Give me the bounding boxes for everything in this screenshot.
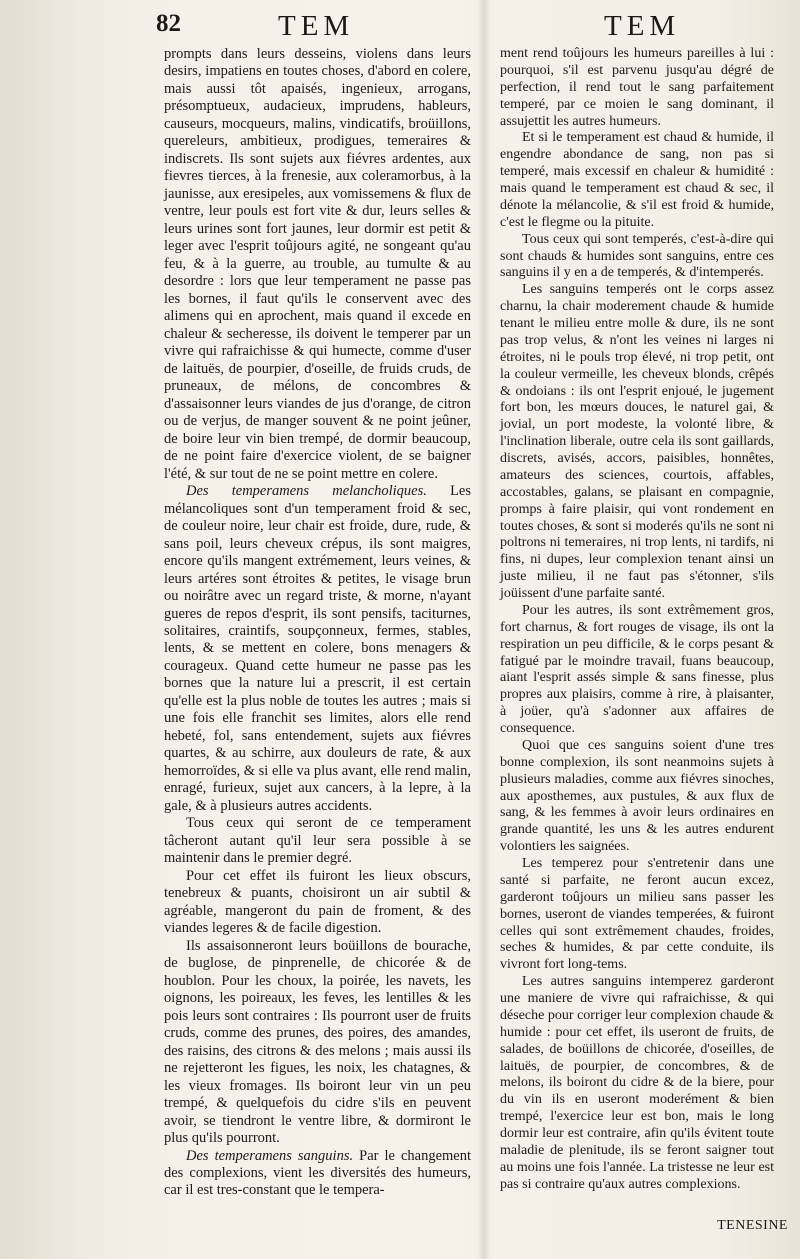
paragraph: ment rend toûjours les humeurs pareilles à lui : pourquoi, s'il est parvenu jusqu'au dégré de perfection, il rend tout le sang parfaitement temperé, par ce moien le sang dominant, il assujettit les autres humeurs.: [500, 46, 774, 129]
section-title-sanguine: Des temperamens sanguins.: [186, 1147, 354, 1164]
paragraph: Quoi que ces sanguins soient d'une tres bonne complexion, ils sont neanmoins sujets à plusieurs maladies, comme aux fiévres sinoches, aux aposthemes, aux pustules, & aux flux de sang, & les femmes à avoir leurs ordinaires en grande quantité, les uns & les autres endurent volontiers les saignées.: [500, 737, 774, 855]
paragraph: Les temperez pour s'entretenir dans une santé si parfaite, ne feront aucun excez, garderont toûjours un milieu sans passer les bornes, useront de viandes temperées, & fuiront celles qui sont extrêmement chaudes, froides, seches & humides, & par cette conduite, ils vivront fort long-tems.: [500, 856, 774, 973]
column-gutter: [478, 0, 490, 1259]
catchword: TENESINE: [717, 1218, 788, 1233]
paragraph: Tous ceux qui sont temperés, c'est-à-dire qui sont chauds & humides sont sanguins, entre ces sanguins il y en a de temperés, & d'intemperés.: [500, 231, 774, 281]
paragraph: Pour cet effet ils fuiront les lieux obscurs, tenebreux & puants, choisiront un air subtil & agréable, mangeront du pain de froment, & des viandes legeres & de facile digestion.: [164, 867, 471, 937]
left-column: [164, 46, 471, 1200]
paragraph-sanguine: [164, 1148, 471, 1200]
page-header: [0, 4, 800, 48]
page-edge-shadow: [0, 0, 150, 1259]
section-title-melancholy: Des temperamens melancholiques.: [186, 483, 427, 500]
paragraph: Les autres sanguins intemperez garderont une maniere de vivre qui rafraichisse, & qui déseche pour corriger leur complexion chaude & humide : pour cet effet, ils useront de fruits, de salades, de boüillons de chicorée, d'oseilles, de laituës, de pourpier, de concombres, & de melons, ils boiront du cidre & de la biere, pour du vin ils en useront moderément & bien trempé, l'exercice leur est bon, mais le long dormir leur est contraire, afin qu'ils évitent toute maladie de plenitude, ils se feront saigner tout au moins une fois l'année. La tristesse ne leur est pas si contraire qu'aux autres complexions.: [500, 974, 774, 1192]
paragraph: Et si le temperament est chaud & humide, il engendre abondance de sang, non pas si temperé, mais excessif en chaleur & humidité : mais quand le temperament est chaud & sec, il dénote la mélancolie, & s'il est froid & humide, c'est le flegme ou la pituite.: [500, 130, 774, 230]
paragraph: Tous ceux qui seront de ce temperament tâcheront autant qu'il leur sera possible à se maintenir dans le premier degré.: [164, 815, 471, 867]
running-head-left: TEM: [278, 10, 355, 42]
paragraph: prompts dans leurs desseins, violens dans leurs desirs, impatiens en toutes choses, d'abord en colere, mais aussi tôt apaisés, ingenieux, arrogans, présomptueux, audacieux, imprudens, hableurs, causeurs, mocqueurs, malins, vindicatifs, broüillons, quereleurs, ambitieux, prodigues, temeraires & indiscrets. Ils sont sujets aux fiévres ardentes, aux fievres tierces, à la frenesie, aux coleramorbus, à la jaunisse, aux eresipeles, aux vomissemens & flux de ventre, leur pouls est fort vite & dur, leurs selles & leurs urines sont fort jaunes, leur dormir est petit & leger avec l'esprit toûjours agité, ne songeant qu'au feu, & à la guerre, au trouble, au tumulte & au desordre : lors que leur temperament ne passe pas les bornes, il faut qu'ils le conservent avec des alimens qui en aprochent, mais quand il excede en chaleur & secheresse, ils doivent le temperer par un vivre qui rafraichisse & qui humecte, comme d'user de laituës, de pourpier, d'oseille, de fruids cruds, de pruneaux, de mélons, de concombres & d'assaisonner leurs viandes de jus d'orange, de citron ou de verjus, de manger souvent & ne point jeûner, de boire leur vin bien trempé, de dormir beaucoup, de ne point faire d'exercice violent, de se baigner l'été, & sur tout de ne se point mettre en colere.: [164, 46, 471, 482]
paragraph-text: Par le changement des complexions, vient les diversités des humeurs, car il est tres-constant que le tempera-: [164, 1147, 472, 1199]
running-head-right: TEM: [604, 10, 681, 42]
right-column: [500, 46, 774, 1194]
paragraph-melancholy: [164, 483, 471, 815]
paragraph: Les sanguins temperés ont le corps assez charnu, la chair moderement chaude & humide tenant le milieu entre molle & dure, ils ne sont pas trop velus, & n'ont les veines ni larges ni étroites, ni le pouls trop élevé, ni trop petit, ont la couleur vermeille, les cheveux blonds, crêpés & ondoians : ils ont l'esprit enjoué, le jugement fort bon, les mœurs douces, le naturel gai, & jovial, un port modeste, la volonté libre, & l'inclination liberale, outre cela ils sont gaillards, discrets, avisés, accors, paisibles, honnêtes, amateurs des sciences, courtois, affables, accostables, galans, se plaisant en compagnie, promps à faire plaisir, qui vont rondement en toutes choses, & sont si moderés qu'ils ne sont ni poltrons ni temeraires, ni trop lents, ni tardifs, ni fins, ni dupes, leur complexion tenant ainsi un juste milieu, il ne faut pas s'étonner, s'ils joüissent d'une parfaite santé.: [500, 282, 774, 601]
paragraph-text: Les mélancoliques sont d'un temperament froid & sec, de couleur noire, leur chair est froide, dure, rude, & sans poil, leurs cheveux crépus, ils sont maigres, encore qu'ils mangent extrémement, leurs veines, & leurs artéres sont étroites & petites, le visage brun ou noirâtre avec un regard triste, & morne, n'ayant gueres de repos d'esprit, ils sont pensifs, taciturnes, solitaires, craintifs, soupçonneux, fermes, stables, lents, & se mettent en colere, bons menagers & courageux. Quand cette humeur ne passe pas les bornes que la nature lui a prescrit, il est certain qu'elle est la plus noble de toutes les autres ; mais si une fois elle franchit ses limites, alors elle rend hebeté, fol, sans entendement, sujets aux fiévres quartes, & au schirre, aux douleurs de rate, & aux hemorroïdes, & si elle va plus avant, elle rend malin, enragé, furieux, sujet aux cancers, à la lepre, à la gale, & à plusieurs autres accidents.: [164, 483, 471, 814]
paragraph: Ils assaisonneront leurs boüillons de bourache, de buglose, de pinprenelle, de chicorée & de houblon. Pour les choux, la poirée, les navets, les oignons, les poireaux, les feves, les lentilles & les pois leurs sont contraires : Ils pourront user de fruits cruds, comme des prunes, des poires, des amandes, des raisins, des citrons & des melons ; mais aussi ils ne rejetteront les figues, les noix, les chatagnes, & les vieux fromages. Ils boiront leur vin un peu trempé, & quelquefois du cidre s'ils en peuvent avoir, se tiendront le ventre libre, & dormiront le plus qu'ils pourront.: [164, 937, 471, 1147]
paragraph: Pour les autres, ils sont extrêmement gros, fort charnus, & fort rouges de visage, ils ont la respiration un peu difficile, & le corps pesant & fatigué par le moindre travail, fuans beaucoup, aiant l'esprit assés simple & sans finesse, plus propres aux plaisirs, comme à rire, à plaisanter, à joüer, qu'à s'adonner aux affaires de consequence.: [500, 602, 774, 736]
page-number: 82: [156, 10, 181, 37]
